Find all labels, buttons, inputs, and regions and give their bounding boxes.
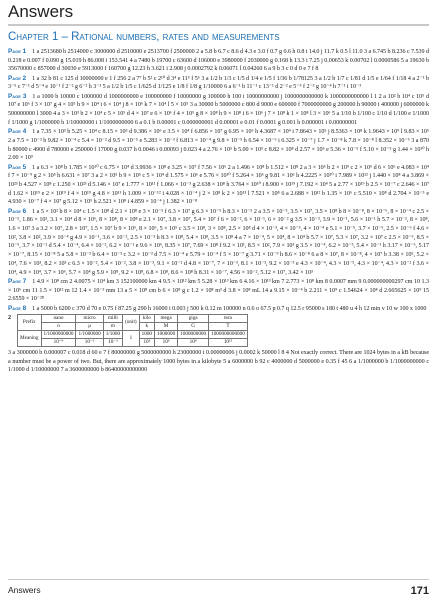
- answers-page-8: [8, 305, 429, 314]
- power-cell: 10⁻³: [103, 338, 122, 346]
- prefix-cell: (unit): [123, 314, 140, 330]
- answers-page-7: [8, 278, 429, 304]
- answer-text: 1 a 2513680 b 2514000 c 3000000 d 2510000 e 2513700 f 2500000 2 a 5.8 b 6.7 c 8.6 d 4.3 e 3.0 f 0.7 g 0.6 h 0.8 i 14.0 j 11.7 k 0.5 l 11.0 3 a 6.745 b 8.236 c 7.539 d 0.218 e 0.007 f 0.090 g 15.019 h 86.008 i 153.541 4 a 7480 b 19700 c 63600 d 106000 e 3980000 f 2030000 g 0.168 h 13.3 i 7.25 j 0.00653 k 0.00702 l 0.0000586 5 a 19630 b 35670000 c 857000 d 30030 e 5913000 f 160700 g 12.23 h 3.621 i 2.908 j 0.0002792 k 0.06071 l 0.04260 6 a 9 b 3 c 0 d 0 e 7 f 8: [8, 49, 429, 73]
- row-header-meaning: Meaning: [18, 330, 41, 346]
- fraction-cell: 1: [123, 330, 140, 346]
- symbol-cell: T: [209, 322, 248, 330]
- power-cell: 10⁶: [155, 338, 178, 346]
- answer-text: 1 a 6.3 × 10⁸ b 1.785 × 10¹⁰ c 6.75 × 10⁴ d 3.9936 × 10⁸ e 3.25 × 10⁷ f 7.56 × 10⁶ 2 a 1.496 × 10⁸ b 1.512 × 10⁸ 2 a 3 × 10⁶ b 2 × 10⁹ c 2 × 10⁶ d 6 × 10⁶ e 4.083 × 10⁴ f 7 × 10⁻⁹ g 2 × 10⁵ h 6.631 × 10⁷ 3 a 2 × 10⁵ b 9 × 10⁵ c 5 × 10⁴ d 1.575 × 10⁶ e 5.76 × 10¹⁰ f 5.264 × 10⁶ g 9.81 × 10⁶ h 4.2225 × 10¹⁰ i 7.989 × 10¹² j 1.440 × 10⁸ 4 a 3.869 × 10²³ b 4.527 × 10⁸ c 1.250 × 10²³ d 5.146 × 10⁷ e 1.777 × 10¹¹ f 1.066 × 10⁻³ g 2.638 × 10⁸ h 3.764 × 10¹⁰ i 8.900 × 10¹⁹ j 7.192 × 10⁴ 5 a 2.77 × 10¹⁹ b 2.5 × 10⁻⁷ c 2.646 × 10⁷ d 1.62 × 10¹⁹ e 2 × 10¹⁹ f 4 × 10¹⁹ g 4.8 × 10¹¹ h 1.009 × 10⁻¹² i 4.028 × 10⁻⁴ j 2 × 10⁸ k 2 × 10¹³ l 7.521 × 10⁸ 6 a 2.688 × 10¹² b 1.35 × 10⁶ c 5.510 × 10⁸ d 2.704 × 10⁻⁵ e 4.930 × 10⁻⁷ f 4 × 10⁷ g 5.12 × 10⁵ h 2.521 × 10⁸ i 4.859 × 10⁻⁴ j 1.382 × 10⁻⁸: [8, 164, 429, 206]
- prefix-cell: milli: [103, 314, 122, 322]
- question-number: 2: [8, 314, 12, 321]
- symbol-cell: μ: [76, 322, 103, 330]
- fraction-cell: 1000000: [155, 330, 178, 338]
- fraction-cell: 1/1000000000: [41, 330, 76, 338]
- symbol-cell: G: [178, 322, 209, 330]
- prefix-cell: kilo: [139, 314, 154, 322]
- page-label: Page 7: [8, 277, 27, 285]
- page-label: Page 8: [8, 304, 27, 312]
- answer-text: 1 4.9 × 10⁸ cm 2 4.0075 × 10⁴ km 3 152100000 km 4 9.5 × 10¹² km 5 5.28 × 10¹³ km 6 4.16 × 10¹³ km 7 2.773 × 10⁸ km 8 0.0007 mm 9 0.000000000297 cm 10 1.3 × 10⁶ cm 11 1.5 × 10¹² m 12 1.4 × 10⁻³ mm 13 a 5 × 10⁸ cm b 6 × 10⁸ g c 1.2 × 10⁸ m³ d 3.8 × 10⁸ mL 14 a 9.15 × 10⁻⁴ b 2.211 × 10⁹ c 1.54624 × 10⁸ d 2.665625 × 10⁹ 15 2.6559 × 10⁻²⁸: [8, 278, 429, 303]
- prefix-table: [17, 314, 248, 347]
- fraction-cell: 1000: [139, 330, 154, 338]
- answers-page-6: [8, 208, 429, 278]
- footer-label: Answers: [8, 585, 41, 595]
- fraction-cell: 1000000000000: [209, 330, 248, 338]
- power-cell: 10⁹: [178, 338, 209, 346]
- power-cell: 10¹²: [209, 338, 248, 346]
- prefix-cell: micro: [76, 314, 103, 322]
- page-label: Page 2: [8, 74, 27, 82]
- answer-text: 1 a 1000 b 10000 c 1000000 d 1000000000 e 100000000 f 10000000 g 100000 h 100 i 10000000000 j 1000000000000 k 1000000000000 l 1 2 a 10² b 10⁴ c 10⁵ d 10⁷ e 10⁶ f 3 × 10⁷ g 4 × 10⁵ h 9 × 10⁴ i 6 × 10⁴ j 8 × 10⁶ k 7 × 10⁴ l 5 × 10⁵ 3 a 30000 b 5000000 c 800 d 9000 e 600000 f 7000000000 g 200000 h 90000 i 400000 j 6000000 k 500000000 l 3000 4 a 3 × 10³ b 2 × 10⁴ c 5 × 10⁵ d 4 × 10⁷ e 6 × 10⁶ f 4 × 10⁵ g 8 × 10⁸ h 9 × 10⁸ i 6 × 10⁶ j 7 × 10⁸ k 1 × 10⁸ l 3 × 10⁶ 5 a 1/10 b 1/100 c 1/10 d 1/100 e 1/1000 f 1/1000 g 1/1000000 h 1/10000000 i 1/1000000000 6 a 0.1 b 0.00001 c 0.000000001 d 0.00001 e 0.01 f 0.0001 g 0.001 h 0.000001 i 0.00000001: [8, 93, 429, 126]
- page-label: Page 6: [8, 207, 27, 215]
- answer-text: 1 a 5000 b 6200 c 370 d 70 e 0.75 f 87.25 g 290 h 16000 i 0.003 j 500 k 0.12 m 100000 n 0.6 o 67.5 p 0.7 q 12.5 r 95000 s 180 t 480 u 4 h 12 min v 10 w 100 x 1000: [32, 305, 427, 312]
- fraction-cell: 1000000000: [178, 330, 209, 338]
- chapter-heading: Chapter 1 – Rational numbers, rates and measurements: [8, 31, 280, 43]
- symbol-cell: m: [103, 322, 122, 330]
- prefix-table-block: [8, 314, 429, 347]
- answers-page-8-continued: [8, 349, 429, 375]
- answer-text: 3 a 3000000 b 0.000007 c 0.018 d 60 e 7 f 80000000 g 5000000000 h 23000000 i 0.00000006 j 0.0002 k 50000 l 8 4 Not exactly correct. There are 1024 bytes in a kB because a number must be a power of two. But, there are approximately 1000 bytes in a kilobyte 5 a 6000000 b 92 c 4000000 d 5000000 e 0.35 f 45 6 a 1/1000000 b 1/1000000000 c 1/1000 d 1/10000000 7 a 3600000000 b 86400000000000: [8, 349, 429, 374]
- answers-content: [8, 48, 429, 564]
- page-label: Page 3: [8, 92, 27, 100]
- answers-page-4: [8, 128, 429, 163]
- fraction-cell: 1/1000000: [76, 330, 103, 338]
- prefix-cell: giga: [178, 314, 209, 322]
- answers-page-1: [8, 48, 429, 74]
- prefix-cell: tera: [209, 314, 248, 322]
- page-number: 171: [410, 585, 429, 597]
- answers-page-3: [8, 93, 429, 128]
- table-row: [18, 330, 248, 338]
- table-row: [18, 314, 248, 322]
- symbol-cell: M: [155, 322, 178, 330]
- title-divider: [8, 24, 429, 26]
- power-cell: 10⁻⁹: [41, 338, 76, 346]
- symbol-cell: n: [41, 322, 76, 330]
- answers-page-2: [8, 75, 429, 92]
- answers-page-5: [8, 164, 429, 208]
- power-cell: 10⁻⁶: [76, 338, 103, 346]
- answer-text: 1 a 32 b 81 c 125 d 10000000 e 1 f 256 2 a 7⁷ b 5² c 2¹⁰ d 3⁴ e 11⁵ f 5⁶ 3 a 1/2 b 1/3 c 1/5 d 1/4 e 1/5 f 1/36 b 1/78125 3 a 1/2 b 1/7 c 1/81 d 1/5 e 1/64 f 1/18 4 a 2⁻¹ b 3⁻⁵ c 7⁻¹ d 5⁻⁴ e 10⁻¹ f 2⁻² g 6⁻² h 3⁻³ 5 a 1/2 b 1/5 c 1/625 d 1/125 e 1/8 f 1/8 g 1/10000 6 a 6⁻¹ b 11⁻¹ c 13⁻¹ d 2⁻² e 5⁻⁵ f 2⁻³ g 10⁻⁴ h 7⁻¹ i 10⁻³: [8, 75, 429, 91]
- prefix-cell: mega: [155, 314, 178, 322]
- page-title: Answers: [8, 2, 74, 21]
- fraction-cell: 1/1000: [103, 330, 122, 338]
- page-label: Page 5: [8, 163, 27, 171]
- power-cell: 10³: [139, 338, 154, 346]
- row-header-prefix: Prefix: [18, 314, 41, 330]
- prefix-cell: nano: [41, 314, 76, 322]
- answer-text: 1 a 5 × 10² b 8 × 10⁴ c 1.5 × 10⁸ d 2.1 × 10⁸ e 3 × 10⁻⁵ f 6.3 × 10⁷ g 6.3 × 10⁻⁵ h 8.3 × 10⁻⁵ 2 a 3.5 × 10⁻³, 3.5 × 10⁷, 3.5 × 10⁸ b 8 × 10⁻⁸, 8 × 10⁻⁶, 8 × 10⁻⁴ c 2.5 × 10⁻⁵, 1.86 × 10³, 3.1 × 10⁴ d 8 × 10⁶, 8 × 10⁸, 8 × 10⁸ e 2.1 × 10⁷, 3.8 × 10⁷, 5.4 × 10⁷ f 6 × 10⁻², 6 × 10⁻¹, 6 × 10⁻² g 3.5 × 10⁻³, 3.9 × 10⁻¹, 5.6 × 10⁻¹ h 5.7 × 10⁻², 8 × 10⁸, 1.6 × 10⁷ 3 a 3.2 × 10⁷, 2.8 × 10⁷, 1.5 × 10⁷ b 9 × 10⁶, 8 × 10⁶, 5 × 10⁵ c 3.5 × 10⁸, 3 × 10⁸, 2.5 × 10⁸ d 4 × 10⁻³, 4 × 10⁻³, 4 × 10⁻⁴ e 5.1 × 10⁻⁵, 3.7 × 10⁻⁵, 2.5 × 10⁻⁶ f 4.6 × 10², 3.8 × 10², 3.9 × 10⁻⁴ g 4.9 × 10⁻¹, 3.6 × 10⁻², 2.5 × 10⁻³ h 8.3 × 10⁸, 5.4 × 10⁸, 3.5 × 10⁸ 4 a 7 × 10⁻⁴, 5 × 10⁴, 8 × 10⁴ b 5.7 × 10⁷, 5.3 × 10⁷, 3.2 × 10⁷ c 2.5 × 10⁻⁶, 8.5 × 10⁻⁵, 3.7 × 10⁻² d 5.4 × 10⁻⁴, 6.4 × 10⁻², 6.2 × 10⁻¹ e 9.6 × 10⁶, 8.35 × 10⁷, 7.69 × 10⁸ f 9.2 × 10¹, 8.5 × 10², 7.9 × 10³ g 3.5 × 10⁻⁴, 6.2 × 10⁻³, 5.4 × 10⁻¹ h 3.17 × 10⁻⁶, 5.17 × 10⁻⁷, 8.15 × 10⁻⁸ 5 a 5.8 × 10⁻³ b 6.4 × 10⁻³ c 3.2 × 10⁻³ d 7.5 × 10⁻⁴ e 5.79 × 10⁻⁴ f 5 × 10⁻⁷ g 3.71 × 10⁻⁹ h 8.6 × 10⁻⁸ 6 a 8 × 10⁷, 8 × 10⁻⁸, 4 × 10⁷ b 3.38 × 10⁵, 5.2 × 10⁴, 7.6 × 10³, 8.2 × 10³ c 6.3 × 10⁻², 5.4 × 10⁻², 3.8 × 10⁻³, 9.1 × 10⁻² d 4.8 × 10⁻⁷, 7 × 10⁻³, 8.1 × 10⁻³, 9.2 × 10⁻³ e 4.3 × 10⁻⁴, 4.3 × 10⁻⁵, 4.3 × 10⁻⁴, 4.3 × 10⁻² f 3.6 × 10⁴, 4.9 × 10⁴, 3.7 × 10⁶, 5.7 × 10⁴ g 5.9 × 10⁸, 9.2 × 10⁸, 6.8 × 10⁸, 8.6 × 10⁸ h 8.31 × 10⁻⁷, 4.56 × 10⁻², 5.12 × 10⁷, 3.42 × 10³: [8, 208, 429, 276]
- symbol-cell: k: [139, 322, 154, 330]
- answer-text: 1 a 7.35 × 10³ b 5.25 × 10⁴ c 8.15 × 10⁵ d 9.386 × 10⁶ e 3.5 × 10⁴ f 6.856 × 10⁷ g 6.95 × 10⁶ h 4.3687 × 10⁴ i 7.8643 × 10⁵ j 8.5363 × 10⁸ k 1.9643 × 10⁹ l 9.83 × 10⁵ 2 a 7.5 × 10⁻³ b 9.82 × 10⁻⁴ c 5.4 × 10⁻² d 9.5 × 10⁻⁵ e 5.283 × 10⁻³ f 6.813 × 10⁻⁴ g 9.8 × 10⁻⁵ h 6.54 × 10⁻⁶ i 6.325 × 10⁻⁷ j 1.7 × 10⁻⁸ k 7.8 × 10⁻⁸ l 8.352 × 10⁻⁶ 3 a 870 b 80000 c 4900 d 780000 e 250000 f 17000 g 0.037 h 0.0046 i 0.00093 j 0.023 4 a 2.76 × 10⁵ b 5.00 × 10⁵ c 8.82 × 10⁸ d 2.57 × 10⁵ e 5.36 × 10⁻⁵ f 5.10 × 10⁻⁵ g 1.44 × 10¹⁰ h 2.00 × 10⁹: [8, 129, 429, 162]
- page-label: Page 1: [8, 48, 27, 55]
- page-label: Page 4: [8, 128, 27, 136]
- footer-divider: [8, 579, 429, 580]
